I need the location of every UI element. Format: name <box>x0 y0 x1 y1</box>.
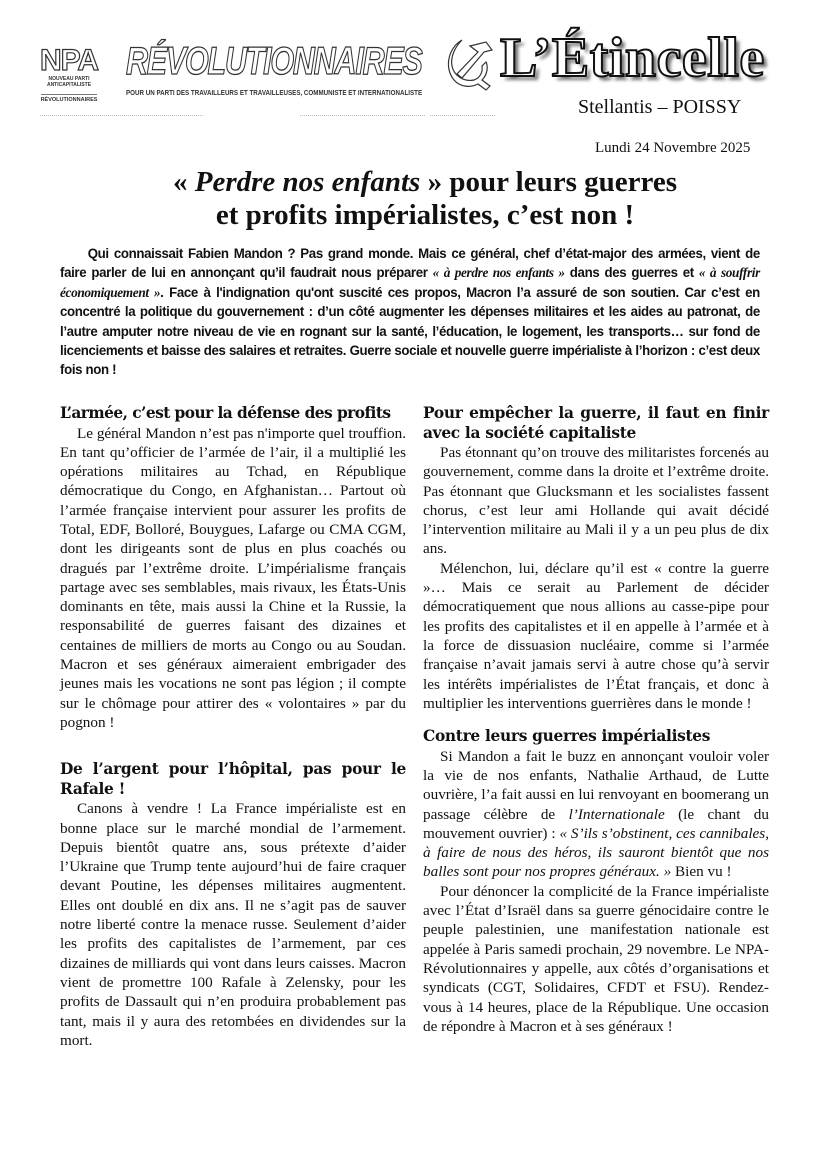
intro-text: . Face à l'indignation qu'ont suscité ces propos, Macron l’a assuré de son soutien. Car c’est en concentré la politique du gouvernement : d’un côté augmenter les dépenses militaires et les aides au patronat, de l’autre amputer notre niveau de vie en rognant sur la santé, l’éducation, le logement, les transports… sur fond de licenciements et baisse des salaires et retraites. Guerre sociale et nouvelle guerre impérialiste à l’horizon : c’est deux fois non ! <box>60 284 760 378</box>
npa-logo-letters: NPA <box>39 44 99 77</box>
npa-logo-line2: ANTICAPITALISTE <box>46 82 92 88</box>
right-column <box>423 404 769 1036</box>
paper-title: L’Étincelle <box>500 27 765 89</box>
section-body: Le général Mandon n’est pas n'importe quel trouffion. En tant qu’officier de l’armée de l’air, il a multiplié les opérations militaires au Tchad, en République démocratique du Congo, en Afghanistan… Partout où l’armée française intervient pour assurer les profits de Total, EDF, Bolloré, Bouygues, Lafarge ou CMA CGM, dont les dirigeants sont de plus en plus coachés ou dragués par l’extrême droite. L’impérialisme français partage avec ses semblables, mais rivaux, les États-Unis dominants en tête, mais aussi la Chine et la Russie, la responsabilité de guerres faisant des dizaines et centaines de milliers de morts au Congo ou au Soudan. Macron et ses généraux aimeraient embrigader des jeunes mais les vocations ne sont pas légion ; il compte sur le chômage pour attirer des « volontaires » par du pognon ! <box>60 424 406 731</box>
dotted-divider <box>40 115 203 116</box>
section-title: Contre leurs guerres impérialistes <box>423 727 711 746</box>
headline-rest: pour leurs guerres <box>442 166 678 198</box>
section-title: Pour empêcher la guerre, il faut en finir avec la société capitaliste <box>423 404 769 442</box>
npa-logo <box>38 46 100 106</box>
spacer <box>60 732 406 760</box>
intro-text: Qui connaissait Fabien Mandon ? Pas grand monde. Mais ce général, chef d’état-major des armées, vient de faire parler de lui en annonçant qu’il faudrait nous préparer <box>60 246 760 281</box>
headline-quote-close: » <box>420 166 443 198</box>
section-title: L’armée, c’est pour la défense des profits <box>60 404 391 422</box>
body-text: Si Mandon a fait le buzz en annonçant vouloir voler la vie de nos enfants, Nathalie Arthaud, de Lutte ouvrière, l’a fait aussi en lui renvoyant en boomerang un passage célèbre de <box>423 747 769 823</box>
headline-line1 <box>60 166 790 199</box>
section-body: Mélenchon, lui, déclare qu’il est « contre la guerre »… Mais ce serait au Parlement de décider démocratiquement que nous allions au casse-pipe pour les profits des capitalistes et il en appelle à l’armée et à la force de dissuasion nucléaire, comme si l’armée française n’avait jamais servi à autre chose qu’à servir les intérêts impérialistes de l’État français, et donc à multiplier les interventions guerrières dans le monde ! <box>423 559 769 712</box>
song-title: l’Internationale <box>568 805 665 823</box>
headline-quote-open: « <box>172 166 195 198</box>
dotted-divider <box>430 115 495 116</box>
intro-quote: « à perdre nos enfants » <box>432 265 565 281</box>
issue-date: Lundi 24 Novembre 2025 <box>595 140 751 156</box>
revolutionnaires-tagline: POUR UN PARTI DES TRAVAILLEURS ET TRAVAILLEUSES, COMMUNISTE ET INTERNATIONALISTE <box>126 88 423 97</box>
section-body: Pas étonnant qu’on trouve des militaristes forcenés au gouvernement, comme dans la droite et l’extrême droite. Pas étonnant que Glucksmann et les socialistes fassent chorus, c’est leur ami Hollande qui avait décidé l’intervention militaire au Mali il y a un peu plus de dix ans. <box>423 444 769 558</box>
masthead <box>0 0 826 160</box>
intro-quote: « à souffrir économiquement » <box>60 265 760 300</box>
revolutionnaires-title: RÉVOLUTIONNAIRES <box>126 40 422 83</box>
intro-paragraph <box>60 244 760 380</box>
hammer-sickle-icon <box>440 34 496 96</box>
song-quote: « S’ils s’obstinent, ces cannibales, à faire de nous des héros, ils sauront bientôt que nos balles sont pour nos propres généraux. » <box>423 824 769 881</box>
dotted-divider <box>300 115 425 116</box>
body-text: Bien vu ! <box>671 863 732 881</box>
paper-subtitle: Stellantis – POISSY <box>578 96 742 118</box>
spacer <box>423 713 769 727</box>
npa-logo-line1: NOUVEAU PARTI <box>48 76 90 82</box>
headline-italic: Perdre nos enfants <box>194 166 421 198</box>
section-body <box>423 747 769 882</box>
left-column <box>60 404 406 1050</box>
body-text: (le chant du mouvement ouvrier) : <box>423 805 769 842</box>
section-title: De l’argent pour l’hôpital, pas pour le Rafale ! <box>60 760 406 798</box>
headline <box>60 166 790 232</box>
headline-line2: et profits impérialistes, c’est non ! <box>215 199 635 231</box>
section-body: Pour dénoncer la complicité de la France impérialiste avec l’État d’Israël dans sa guerre génocidaire contre le peuple palestinien, une manifestation nationale est appelée à Paris samedi prochain, 29 novembre. Le NPA-Révolutionnaires y appelle, aux côtés d’organisations et syndicats (CGT, Solidaires, CFDT et FSU). Rendez-vous à 14 heures, place de la République. Une occasion de répondre à Macron et à ses généraux ! <box>423 882 769 1035</box>
intro-text: dans des guerres et <box>564 265 699 281</box>
npa-logo-line3: RÉVOLUTIONNAIRES <box>41 94 98 103</box>
section-body: Canons à vendre ! La France impérialiste est en bonne place sur le marché mondial de l’armement. Depuis bientôt quatre ans, sous prétexte d’aider l’Ukraine que Trump tente aujourd’hui de faire craquer devant Poutine, les dépenses militaires augmentent. Elles ont doublé en dix ans. Il ne s’agit pas de sauver notre liberté contre la menace russe. Seulement d’aider les profits des capitalistes de l’armement, par ces dizaines de milliards qui vont dans leurs caisses. Macron vient de promettre 100 Rafale à Zelensky, pour les profits de Dassault qui n’en produira probablement pas tant, mais il y aura des retombées en dividendes sur la mort. <box>60 800 406 1049</box>
